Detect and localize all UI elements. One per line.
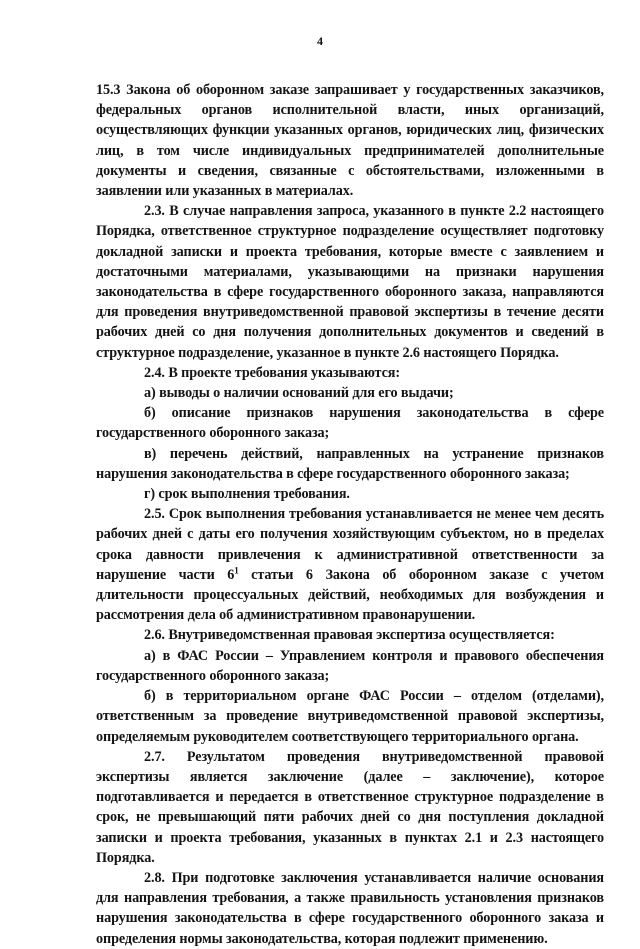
paragraph-2-8: 2.8. При подготовке заключения устанавливается наличие основания для направления требования, а также правильность установления признаков нарушения законодательства в сфере государственного оборонного заказа и определения нормы законодательства, которая подлежит применению. [96,869,604,947]
paragraph-2-5 [96,504,604,625]
page-number: 4 [317,34,323,48]
paragraph-2-5-end: статьи 6 Закона об оборонном заказе с учетом длительности процессуальных действий, необходимых для возбуждения и рассмотрения дела об административном правонарушении. [96,566,604,624]
paragraph-2-7: 2.7. Результатом проведения внутриведомственной правовой экспертизы является заключение (далее – заключение), которое подготавливается и передается в ответственное структурное подразделение в срок, не превышающий пяти рабочих дней со дня поступления докладной записки и проекта требования, указанных в пунктах 2.1 и 2.3 настоящего Порядка. [96,748,604,866]
paragraph-2-4-b: б) описание признаков нарушения законодательства в сфере государственного оборонного заказа; [96,405,604,442]
paragraph-2-3: 2.3. В случае направления запроса, указанного в пункте 2.2 настоящего Порядка, ответственное структурное подразделение осуществляет подготовку докладной записки и проекта требования, которые вместе с заявлением и достаточными материалами, указывающими на признаки нарушения законодательства в сфере государственного оборонного заказа, направляются для проведения внутриведомственной правовой экспертизы в течение десяти рабочих дней со дня получения дополнительных документов и сведений в структурное подразделение, указанное в пункте 2.6 настоящего Порядка. [96,203,604,361]
paragraph-2-5-start: 2.5. Срок выполнения требования устанавливается не менее чем десять рабочих дней с даты его получения хозяйствующим субъектом, но в пределах срока давности привлечения к административной ответственности за нарушение части 6 [96,506,604,583]
paragraph-2-6-a: а) в ФАС России – Управлением контроля и правового обеспечения государственного оборонного заказа; [96,647,604,684]
paragraph-2-6: 2.6. Внутриведомственная правовая экспертиза осуществляется: [144,627,555,644]
paragraph-2-6-b: б) в территориальном органе ФАС России – отделом (отделами), ответственным за проведение внутриведомственной правовой экспертизы, определяемым руководителем соответствующего территориального органа. [96,688,604,745]
paragraph-2-4-g: г) срок выполнения требования. [144,486,350,503]
paragraph-2-4-a: а) выводы о наличии оснований для его выдачи; [144,385,454,402]
superscript-marker: 1 [234,565,239,576]
paragraph-15-3-continuation: 15.3 Закона об оборонном заказе запрашивает у государственных заказчиков, федеральных органов исполнительной власти, иных организаций, осуществляющих функции указанных органов, юридических лиц, физических лиц, в том числе индивидуальных предпринимателей дополнительные документы и сведения, связанные с обстоятельствами, изложенными в заявлении или указанных в материалах. [96,82,604,200]
paragraph-2-4-v: в) перечень действий, направленных на устранение признаков нарушения законодательства в сфере государственного оборонного заказа; [96,445,604,482]
document-body [96,80,604,949]
paragraph-2-4: 2.4. В проекте требования указываются: [144,364,400,381]
